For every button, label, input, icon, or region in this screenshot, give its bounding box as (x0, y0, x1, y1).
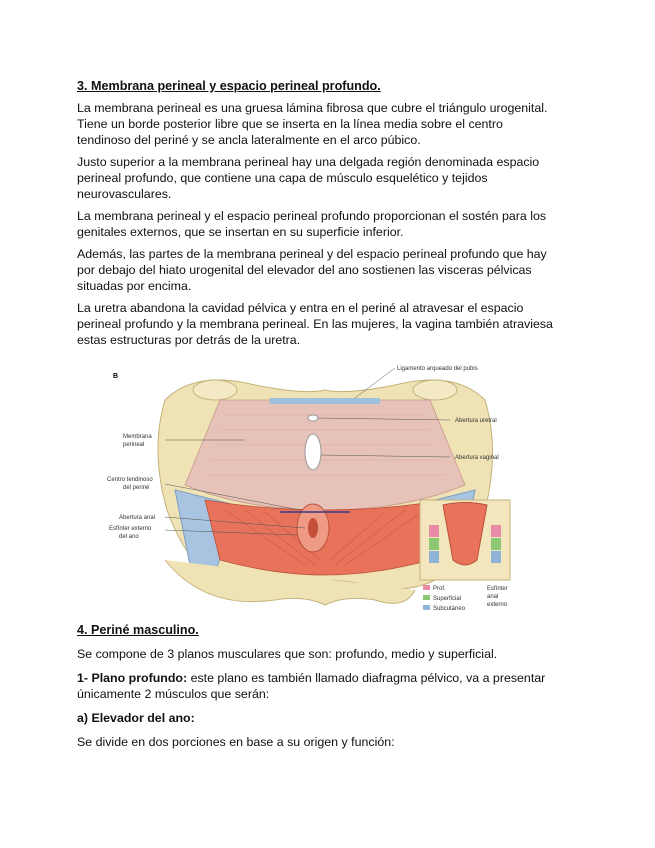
legend-title-2: anal (487, 594, 499, 600)
perineal-membrane-illustration (105, 360, 550, 620)
label-membrana-2: perineal (123, 442, 145, 448)
legend-title-3: externo (487, 602, 508, 608)
p5-line-2: perineal profundo y la membrana perineal. En las mujeres, la vagina también atraviesa (77, 317, 553, 331)
inset-subcutaneous (429, 551, 439, 563)
legend-swatch-subcutaneous (423, 605, 430, 610)
paragraph-2 (77, 154, 582, 202)
p3-line-1: La membrana perineal y el espacio perineal profundo proporcionan el sostén para los (77, 209, 547, 223)
p5-line-1: La uretra abandona la cavidad pélvica y entra en el periné al atravesar el espacio (77, 301, 524, 315)
legend-swatch-deep (423, 585, 430, 590)
inset-subcutaneous-right (491, 551, 501, 563)
p4-line-2: por debajo del hiato urogenital del elevador del ano sostienen las visceras pélvicas (77, 263, 532, 277)
legend-superficial: Superficial (433, 596, 462, 602)
paragraph-3 (77, 208, 582, 240)
p5-line-3: estas estructuras por detrás de la uretra. (77, 333, 301, 347)
p2-line-2: perineal profundo, que contiene una capa de músculo esquelético y tejidos (77, 171, 488, 185)
section-3-heading: 3. Membrana perineal y espacio perineal profundo. (77, 79, 381, 93)
pubic-bone-right (413, 380, 457, 400)
pubic-bone-left (193, 380, 237, 400)
inset-deep (429, 525, 439, 537)
legend-title-1: Esfínter (487, 586, 508, 592)
vaginal-opening (305, 434, 321, 470)
urethral-opening (308, 415, 318, 421)
label-uretral: Abertura uretral (455, 418, 497, 424)
panel-letter: B (113, 373, 119, 380)
p4-line-1: Además, las partes de la membrana perineal y del espacio perineal profundo que hay (77, 247, 547, 261)
p1-line-2: Tiene un borde posterior libre que se inserta en la línea media sobre el centro (77, 117, 503, 131)
elevador-heading: a) Elevador del ano: (77, 711, 195, 725)
label-ligamento: Ligamento arqueado del pubis (397, 366, 478, 372)
plano-profundo-paragraph (77, 670, 582, 702)
legend-subcutaneous: Subcutáneo (433, 606, 466, 612)
label-membrana-1: Membrana (123, 434, 152, 440)
section-4 (77, 622, 582, 750)
legend-swatch-superficial (423, 595, 430, 600)
anatomy-figure (105, 360, 550, 620)
anal-opening (308, 518, 318, 538)
section-4-intro: Se compone de 3 planos musculares que son: profundo, medio y superficial. (77, 647, 498, 661)
label-centro-2: del periné (123, 485, 150, 491)
inset-superficial-right (491, 538, 501, 550)
plano-profundo-line-2: únicamente 2 músculos que serán: (77, 687, 270, 701)
label-anal: Abertura anal (119, 515, 156, 521)
paragraph-4 (77, 246, 582, 294)
label-centro-1: Centro tendinoso (107, 477, 153, 483)
p2-line-3: neurovasculares. (77, 187, 172, 201)
final-paragraph: Se divide en dos porciones en base a su origen y función: (77, 735, 395, 749)
legend-deep: Prof. (433, 586, 446, 592)
plano-profundo-lead: 1- Plano profundo: (77, 671, 188, 685)
p3-line-2: genitales externos, que se insertan en su superficie inferior. (77, 225, 404, 239)
p4-line-3: situadas por encima. (77, 279, 192, 293)
p1-line-3: tendinoso del periné y se ancla lateralmente en el arco púbico. (77, 133, 421, 147)
paragraph-5 (77, 300, 582, 348)
inset-deep-right (491, 525, 501, 537)
plano-profundo-rest: este plano es también llamado diafragma pélvico, va a presentar (187, 671, 546, 685)
label-esfinter-1: Esfínter externo (109, 526, 152, 532)
p1-line-1: La membrana perineal es una gruesa lámina fibrosa que cubre el triángulo urogenital. (77, 101, 548, 115)
section-4-heading: 4. Periné masculino. (77, 623, 199, 637)
p2-line-1: Justo superior a la membrana perineal hay una delgada región denominada espacio (77, 155, 540, 169)
label-esfinter-2: del ano (119, 534, 139, 540)
section-3 (77, 78, 582, 348)
inset-superficial (429, 538, 439, 550)
label-vaginal: Abertura vaginal (455, 455, 499, 461)
arcuate-ligament (270, 398, 380, 404)
paragraph-1 (77, 100, 582, 148)
